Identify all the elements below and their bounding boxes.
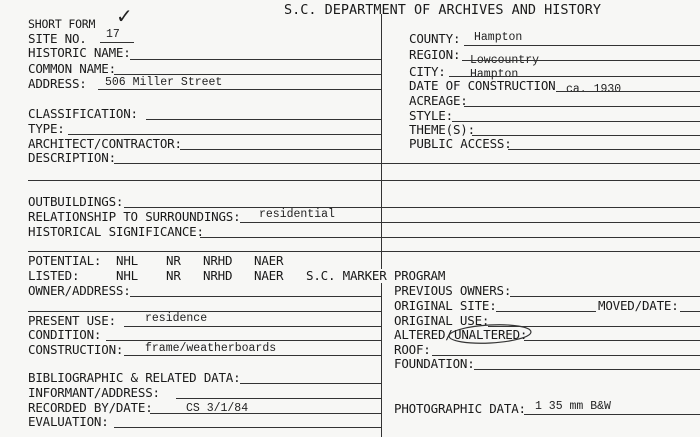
bibliographic-label: BIBLIOGRAPHIC & RELATED DATA: (28, 370, 241, 385)
common-name-label: COMMON NAME: (28, 61, 116, 76)
check-mark-icon: ✓ (116, 4, 133, 28)
type-label: TYPE: (28, 121, 65, 136)
bibliographic-line (240, 383, 381, 384)
owner-address-label: OWNER/ADDRESS: (28, 283, 131, 298)
acreage-line (464, 106, 700, 107)
roof-label: ROOF: (394, 342, 431, 357)
column-divider (381, 14, 382, 437)
county-value: Hampton (474, 31, 523, 44)
construction-line (124, 355, 381, 356)
historical-significance-label: HISTORICAL SIGNIFICANCE: (28, 224, 204, 239)
present-use-line (124, 326, 381, 327)
listed-nhl: NHL (116, 268, 138, 283)
listed-nrhd: NRHD (203, 268, 233, 283)
condition-label: CONDITION: (28, 327, 102, 342)
theme-label: THEME(S): (409, 122, 475, 137)
classification-label: CLASSIFICATION: (28, 106, 138, 121)
common-name-line (114, 74, 381, 75)
condition-line (106, 340, 381, 341)
short-form-label: SHORT FORM (28, 17, 96, 31)
altered-label: ALTERED/ (394, 327, 453, 342)
potential-nr: NR (166, 253, 181, 268)
style-label: STYLE: (409, 108, 453, 123)
region-line (462, 60, 700, 61)
previous-owners-label: PREVIOUS OWNERS: (394, 283, 512, 298)
outbuildings-label: OUTBUILDINGS: (28, 194, 124, 209)
date-line (556, 91, 700, 92)
recorded-line (150, 413, 381, 414)
potential-nhl: NHL (116, 253, 138, 268)
evaluation-line (114, 427, 381, 428)
city-label: CITY: (409, 64, 446, 79)
address-value: 506 Miller Street (105, 76, 223, 89)
evaluation-label: EVALUATION: (28, 414, 109, 429)
department-title: S.C. DEPARTMENT OF ARCHIVES AND HISTORY (284, 2, 601, 18)
acreage-label: ACREAGE: (409, 93, 468, 108)
address-label: ADDRESS: (28, 76, 87, 91)
original-site-label: ORIGINAL SITE: (394, 298, 497, 313)
foundation-line (474, 369, 700, 370)
historic-name-line (130, 59, 381, 60)
original-site-line (496, 311, 596, 312)
listed-naer: NAER (254, 268, 284, 283)
potential-label: POTENTIAL: (28, 253, 102, 268)
historic-name-label: HISTORIC NAME: (28, 45, 131, 60)
recorded-by-label: RECORDED BY/DATE: (28, 400, 153, 415)
owner-line (130, 296, 381, 297)
potential-nrhd: NRHD (203, 253, 233, 268)
relationship-label: RELATIONSHIP TO SURROUNDINGS: (28, 209, 241, 224)
informant-label: INFORMANT/ADDRESS: (28, 385, 160, 400)
county-label: COUNTY: (409, 31, 461, 46)
significance-line-2 (28, 251, 700, 252)
unaltered-label: UNALTERED: (454, 327, 528, 342)
significance-line (200, 237, 700, 238)
date-of-construction-value: ca. 1930 (566, 83, 622, 96)
city-value: Hampton (470, 68, 519, 81)
sc-marker-program: S.C. MARKER PROGRAM (306, 268, 446, 283)
unaltered-circle-mark (446, 320, 536, 346)
moved-date-label: MOVED/DATE: (598, 298, 679, 313)
altered-line (524, 340, 700, 341)
listed-nr: NR (166, 268, 181, 283)
foundation-label: FOUNDATION: (394, 356, 475, 371)
region-label: REGION: (409, 47, 461, 62)
classification-line (146, 119, 381, 120)
description-line-1 (114, 163, 700, 164)
listed-label: LISTED: (28, 268, 80, 283)
description-line-2 (28, 180, 700, 181)
photographic-data-label: PHOTOGRAPHIC DATA: (394, 401, 526, 416)
construction-value: frame/weatherboards (145, 342, 277, 355)
moved-date-line (680, 311, 700, 312)
potential-naer: NAER (254, 253, 284, 268)
site-no-value: 17 (106, 28, 120, 41)
present-use-value: residence (145, 312, 208, 325)
recorded-by-value: CS 3/1/84 (186, 402, 249, 415)
informant-line (176, 398, 381, 399)
site-no-line (100, 42, 134, 43)
architect-label: ARCHITECT/CONTRACTOR: (28, 136, 182, 151)
style-line (452, 121, 700, 122)
photographic-line (524, 414, 700, 415)
relationship-line (240, 222, 700, 223)
public-access-line (508, 149, 700, 150)
relationship-value: residential (259, 208, 335, 221)
architect-line (180, 149, 381, 150)
public-access-label: PUBLIC ACCESS: (409, 136, 512, 151)
construction-label: CONSTRUCTION: (28, 342, 124, 357)
photographic-data-value: 1 35 mm B&W (535, 400, 611, 413)
description-label: DESCRIPTION: (28, 150, 116, 165)
site-no-label: SITE NO. (28, 31, 87, 46)
outbuildings-line (124, 207, 700, 208)
present-use-label: PRESENT USE: (28, 313, 116, 328)
region-value: Lowcountry (470, 54, 540, 67)
date-of-construction-label: DATE OF CONSTRUCTION (409, 78, 556, 93)
original-use-label: ORIGINAL USE: (394, 313, 490, 328)
previous-owners-line (510, 296, 700, 297)
address-line (98, 89, 381, 90)
county-line (464, 45, 700, 46)
city-line (449, 76, 700, 77)
type-line (68, 134, 381, 135)
